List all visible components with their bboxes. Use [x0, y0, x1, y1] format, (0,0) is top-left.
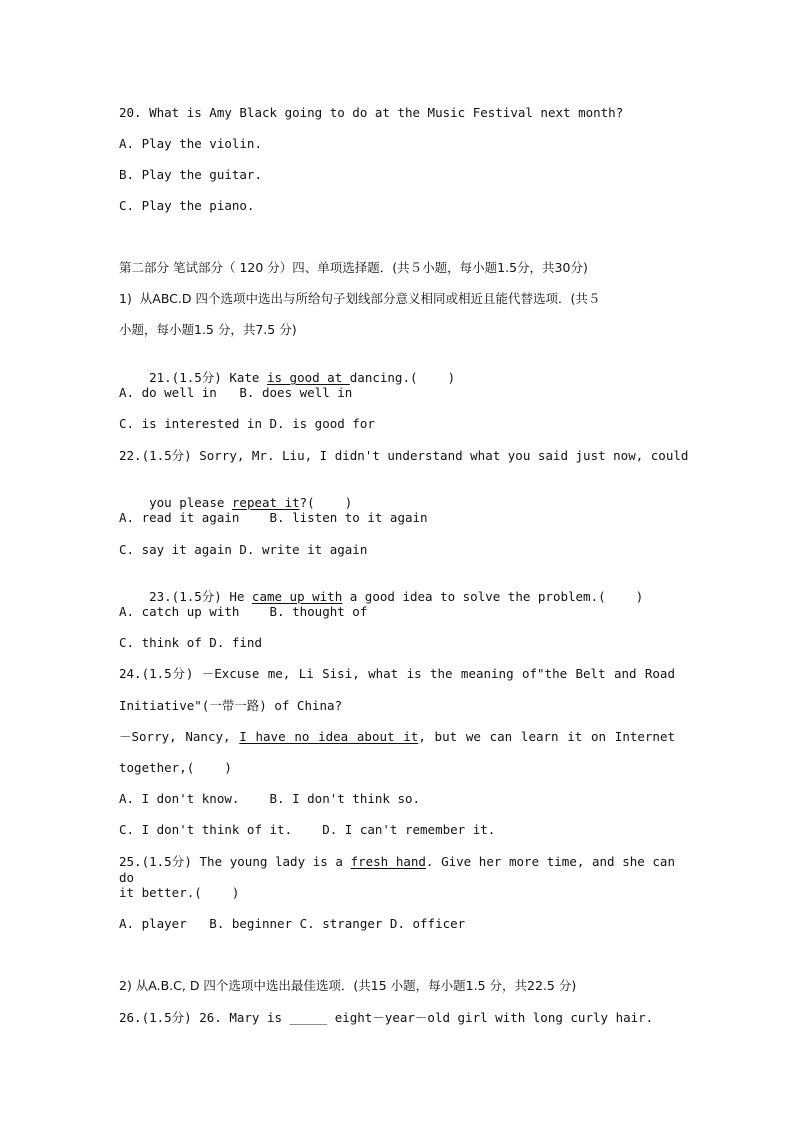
options-line: C. is interested in D. is good for: [119, 416, 375, 431]
question-text: you please: [149, 495, 232, 510]
option-b: B. Play the guitar.: [119, 167, 262, 182]
question-text: . Give her more time, and she can do: [119, 854, 675, 885]
question-text: 25.(1.5分) The young lady is a: [119, 854, 351, 869]
question-22-line-1: 22.(1.5分) Sorry, Mr. Liu, I didn't understand what you said just now, could: [119, 448, 689, 463]
question-text: dancing.( ): [349, 370, 456, 385]
underlined-phrase: fresh hand: [350, 854, 426, 869]
question-text: 23.(1.5分) He: [149, 589, 252, 604]
options-line: A. player B. beginner C. stranger D. officer: [119, 916, 466, 931]
question-text: ?( ): [299, 495, 353, 510]
question-24-line-3: [119, 729, 675, 745]
section-header: 第二部分 笔试部分（ 120 分）四、单项选择题．(共５小题，每小题1.5分，共30分): [119, 260, 588, 275]
option-a: A. Play the violin.: [119, 136, 262, 151]
question-text: a good idea to solve the problem.( ): [342, 589, 644, 604]
options-line: C. think of D. find: [119, 635, 262, 650]
options-line: A. I don't know. B. I don't think so.: [119, 791, 421, 806]
question-25-line-2: it better.( ): [119, 885, 240, 900]
options-line: C. I don't think of it. D. I can't remember it.: [119, 822, 496, 837]
question-text: －Sorry, Nancy,: [119, 729, 240, 744]
question-text: 21.(1.5分) Kate: [149, 370, 267, 385]
underlined-phrase: repeat it: [231, 495, 300, 510]
question-24-line-2: Initiative"(一带一路) of China?: [119, 698, 343, 713]
options-line: A. do well in B. does well in: [119, 385, 353, 400]
options-line: A. read it again B. listen to it again: [119, 510, 428, 525]
question-26: 26.(1.5分) 26. Mary is _____ eight－year－old girl with long curly hair.: [119, 1010, 654, 1025]
question-20: 20. What is Amy Black going to do at the Music Festival next month?: [119, 105, 624, 120]
options-line: A. catch up with B. thought of: [119, 604, 368, 619]
underlined-phrase: I have no idea about it: [239, 729, 419, 744]
subsection-1-line-1: 1) 从ABC.D 四个选项中选出与所给句子划线部分意义相同或相近且能代替选项．(共５: [119, 291, 601, 306]
option-c: C. Play the piano.: [119, 198, 255, 213]
question-24-line-1: 24.(1.5分) －Excuse me, Li Sisi, what is the meaning of"the Belt and Road: [119, 666, 675, 681]
underlined-phrase: is good at: [266, 370, 350, 385]
subsection-2-header: 2) 从A.B.C, D 四个选项中选出最佳选项．(共15 小题，每小题1.5 分，共22.5 分): [119, 978, 577, 993]
question-24-line-4: together,( ): [119, 760, 232, 775]
options-line: C. say it again D. write it again: [119, 542, 368, 557]
question-25-line-1: [119, 854, 675, 886]
subsection-1-line-2: 小题，每小题1.5 分，共7.5 分): [119, 322, 297, 337]
question-text: , but we can learn it on Internet: [418, 729, 676, 744]
underlined-phrase: came up with: [251, 589, 343, 604]
